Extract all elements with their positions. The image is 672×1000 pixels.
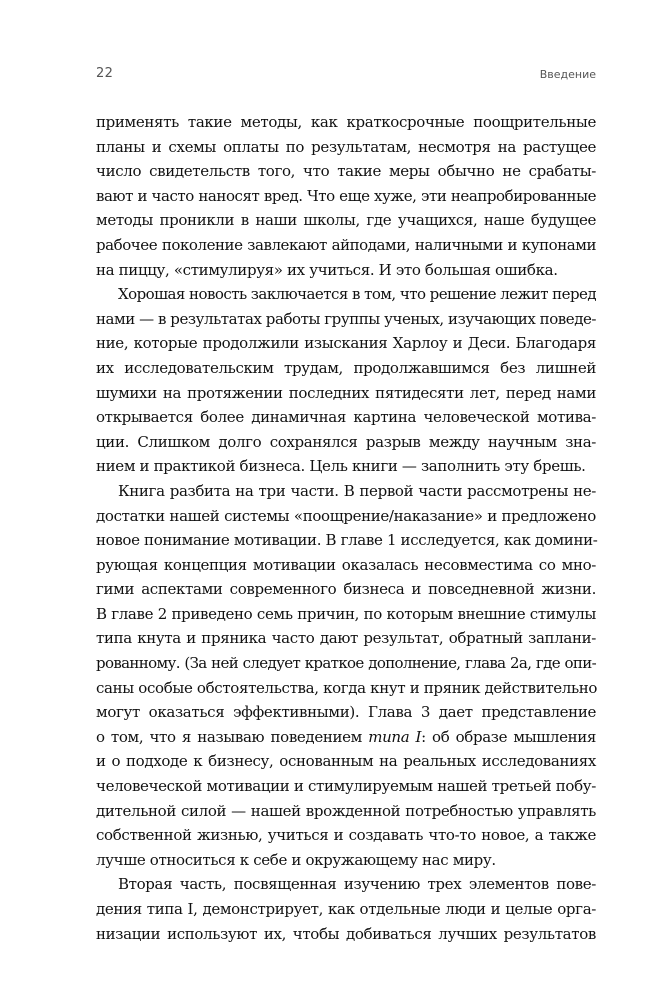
- emphasis-suffix: : об образе мышления: [421, 727, 596, 746]
- text-line: их исследовательским трудам, продолжавшимся без лишней: [96, 358, 596, 377]
- text-line: нами — в результатах работы группы ученых, изучающих поведе-: [96, 309, 597, 328]
- text-line: вают и часто наносят вред. Что еще хуже, эти неапробированные: [96, 186, 596, 205]
- text-line: рабочее поколение завлекают айподами, наличными и купонами: [96, 235, 596, 254]
- text-line: рующая концепция мотивации оказалась несовместима со мно-: [96, 555, 596, 574]
- text-line: дительной силой — нашей врожденной потребностью управлять: [96, 801, 596, 820]
- text-line: лучше относиться к себе и окружающему нас миру.: [96, 850, 496, 869]
- text-line: новое понимание мотивации. В главе 1 исследуется, как домини-: [96, 531, 598, 550]
- text-line: шумихи на протяжении последних пятидесяти лет, перед нами: [96, 383, 596, 402]
- text-line: саны особые обстоятельства, когда кнут и пряник действительно: [96, 678, 598, 697]
- text-line: ции. Слишком долго сохранялся разрыв между научным зна-: [96, 432, 596, 451]
- text-line-with-emphasis: [96, 725, 596, 750]
- text-line: планы и схемы оплаты по результатам, несмотря на растущее: [96, 137, 596, 156]
- text-line: человеческой мотивации и стимулируемым нашей третьей побу-: [96, 777, 596, 796]
- text-line: гими аспектами современного бизнеса и повседневной жизни.: [96, 580, 596, 599]
- paragraph-3: [96, 479, 596, 873]
- body-text: [96, 110, 596, 946]
- text-line: на пиццу, «стимулируя» их учиться. И это большая ошибка.: [96, 260, 558, 279]
- text-line: открывается более динамичная картина человеческой мотива-: [96, 408, 596, 427]
- text-line: В главе 2 приведено семь причин, по которым внешние стимулы: [96, 604, 596, 623]
- text-line: Хорошая новость заключается в том, что решение лежит перед: [118, 285, 597, 304]
- text-line: ние, которые продолжили изыскания Харлоу и Деси. Благодаря: [96, 334, 596, 353]
- text-line: типа кнута и пряника часто дают результат, обратный заплани-: [96, 629, 596, 648]
- emphasis-prefix: о том, что я называю поведением: [96, 727, 369, 746]
- paragraph-1: [96, 110, 596, 282]
- text-line: рованному. (За ней следует краткое дополнение, глава 2а, где опи-: [96, 654, 596, 673]
- page-number: 22: [96, 66, 114, 81]
- running-head-section: Введение: [539, 68, 596, 81]
- text-line: нием и практикой бизнеса. Цель книги — заполнить эту брешь.: [96, 457, 586, 476]
- text-line: могут оказаться эффективными). Глава 3 дает представление: [96, 703, 596, 722]
- text-line: методы проникли в наши школы, где учащихся, наше будущее: [96, 211, 596, 230]
- text-line: применять такие методы, как краткосрочные поощрительные: [96, 113, 596, 131]
- text-line: Вторая часть, посвященная изучению трех элементов пове-: [118, 875, 596, 894]
- paragraph-2: [96, 282, 596, 479]
- text-line: Книга разбита на три части. В первой части рассмотрены не-: [118, 481, 596, 500]
- paragraph-4: [96, 872, 596, 946]
- text-line: и о подходе к бизнесу, основанным на реальных исследованиях: [96, 752, 596, 771]
- text-line: дения типа I, демонстрирует, как отдельные люди и целые орга-: [96, 900, 596, 918]
- text-line: низации используют их, чтобы добиваться лучших результатов: [96, 924, 596, 943]
- italic-term: типа I: [368, 727, 422, 746]
- text-line: собственной жизнью, учиться и создавать что-то новое, а также: [96, 826, 596, 845]
- text-line: достатки нашей системы «поощрение/наказание» и предложено: [96, 506, 596, 525]
- text-line: число свидетельств того, что такие меры обычно не срабаты-: [96, 162, 596, 181]
